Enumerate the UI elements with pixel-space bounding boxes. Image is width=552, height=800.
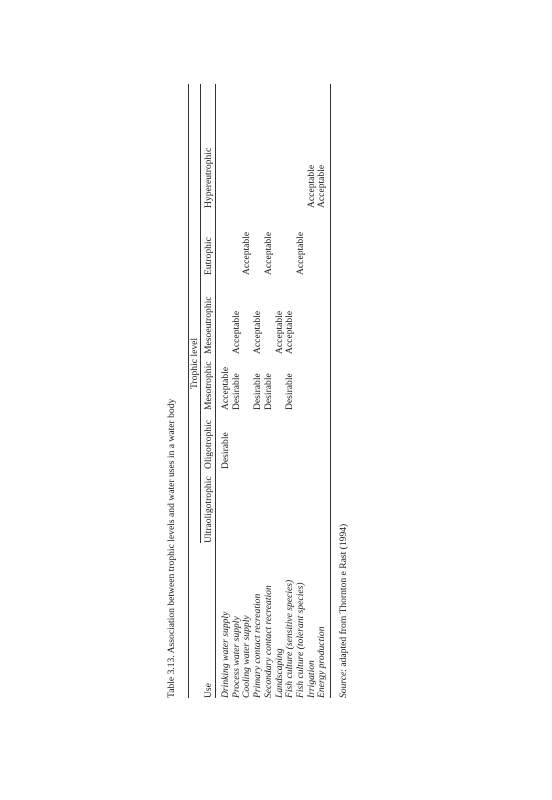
table-cell: Acceptable: [294, 231, 306, 275]
row-use-label: Fish culture (tolerant species): [294, 582, 306, 698]
row-use-label: Cooling water supply: [241, 615, 253, 698]
table-cell: Acceptable: [252, 310, 264, 354]
column-header: Use: [203, 683, 214, 698]
column-header: Oligotrophic: [203, 419, 214, 469]
row-use-label: Process water supply: [230, 616, 242, 698]
table-cell: Acceptable: [305, 164, 317, 208]
table-source: [338, 524, 349, 698]
row-use-label: Secondary contact recreation: [262, 585, 274, 698]
source-text: : adapted from Thornton e Rast (1994): [338, 523, 349, 672]
table-cell: Desirable: [284, 373, 296, 410]
column-header: Mesoeutrophic: [203, 296, 214, 354]
row-use-label: Irrigation: [305, 660, 317, 698]
trophic-level-spanner: Trophic level: [189, 337, 200, 389]
rotated-page: [164, 72, 349, 702]
table-cell: Acceptable: [316, 164, 328, 208]
table-cell: Acceptable: [262, 231, 274, 275]
row-use-label: Drinking water supply: [220, 611, 231, 698]
column-header: Eutrophic: [203, 237, 214, 275]
column-header: Mesotrophic: [203, 361, 214, 410]
table-cell: Desirable: [230, 373, 242, 410]
table-cell: Acceptable: [241, 231, 253, 275]
header-rule: [215, 84, 216, 698]
row-use-label: Primary contact recreation: [252, 593, 264, 698]
row-use-label: Energy production: [316, 626, 328, 698]
table-cell: Desirable: [252, 373, 264, 410]
column-header: Hypereutrophic: [203, 147, 214, 208]
table-cell: Acceptable: [230, 310, 242, 354]
table-cell: Acceptable: [220, 366, 231, 410]
table-cell: Acceptable: [284, 310, 296, 354]
row-use-label: Landscaping: [273, 648, 285, 698]
column-header: Ultraoligotrophic: [203, 476, 214, 543]
bottom-rule: [330, 84, 331, 698]
table-cell: Desirable: [262, 373, 274, 410]
table-cell: Desirable: [220, 432, 231, 469]
source-label: Source: [338, 671, 349, 698]
spanner-rule: [200, 84, 201, 543]
table-caption: Table 3.13. Association between trophic levels and water uses in a water body: [166, 398, 177, 698]
row-use-label: Fish culture (sensitive species): [284, 579, 296, 698]
table-cell: Acceptable: [273, 310, 285, 354]
top-rule: [188, 84, 189, 698]
